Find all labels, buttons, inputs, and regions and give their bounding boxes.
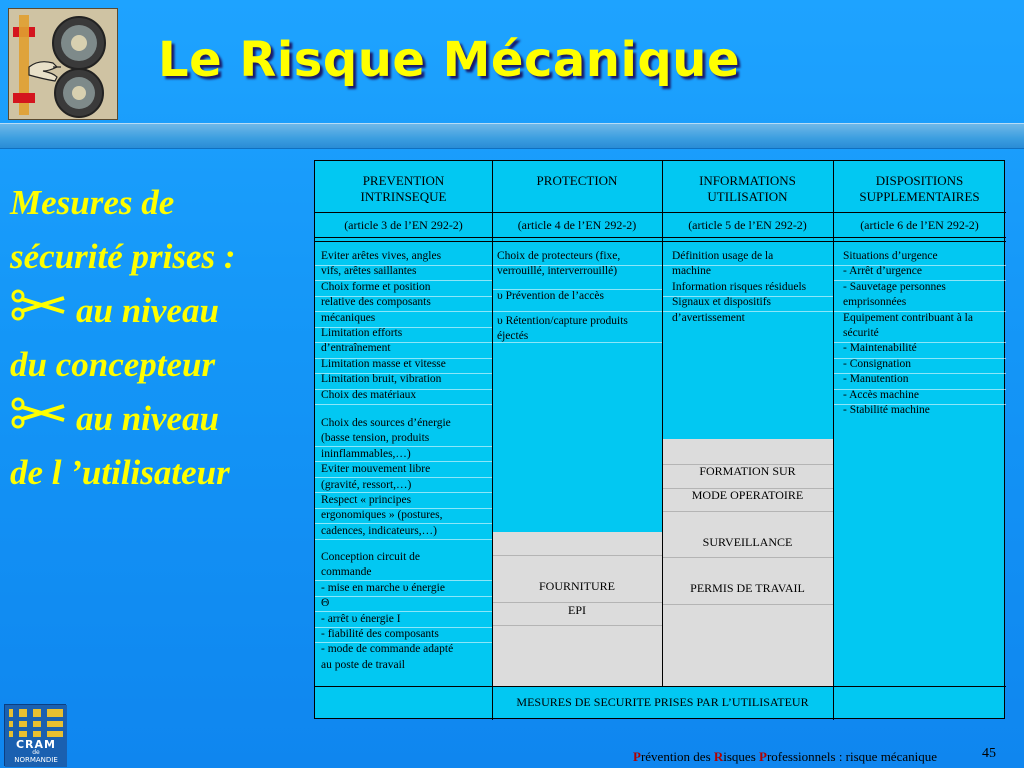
slide-title: Le Risque Mécanique — [158, 32, 741, 88]
left-line: de l ’utilisateur — [10, 453, 230, 492]
left-line-bullet — [10, 284, 310, 338]
prevention-list — [321, 249, 446, 403]
list-item: Θ — [321, 597, 330, 610]
col-article: (article 4 de l’EN 292-2) — [517, 218, 637, 232]
cram-brand-de: de — [32, 749, 40, 756]
prevention-list-3 — [321, 550, 453, 673]
prevention-list-2 — [321, 416, 451, 539]
list-item: (basse tension, produits — [321, 432, 430, 445]
list-item: machine — [672, 265, 711, 278]
list-item: - Consignation — [843, 357, 912, 370]
list-item: ininflammables,…) — [321, 447, 411, 460]
list-item: - mode de commande adapté — [321, 643, 454, 656]
list-item: Eviter arêtes vives, angles — [321, 250, 442, 262]
list-item: - mise en marche υ énergie — [321, 581, 445, 594]
left-line: Mesures de — [10, 183, 175, 222]
left-line: au niveau — [76, 399, 219, 438]
list-item: - Accès machine — [843, 388, 919, 401]
left-line-bullet — [10, 392, 310, 446]
list-item: υ Prévention de l’accès — [497, 290, 604, 302]
machine-illustration-icon — [9, 9, 118, 120]
protection-list-2 — [497, 289, 604, 304]
list-item: Limitation efforts — [321, 327, 403, 340]
list-item: Limitation masse et vitesse — [321, 357, 446, 370]
col-article: (article 5 de l’EN 292-2) — [688, 218, 807, 232]
list-item: υ Rétention/capture produits — [497, 315, 628, 327]
list-item: Choix de protecteurs (fixe, — [497, 250, 621, 262]
dispositions-list — [843, 249, 973, 418]
col-header-information: INFORMATIONS UTILISATION — [699, 173, 796, 204]
list-item: Conception circuit de — [321, 551, 420, 563]
list-item: verrouillé, interverrouillé) — [497, 265, 618, 278]
col-header-protection: PROTECTION — [536, 173, 618, 188]
list-item: vifs, arêtes saillantes — [321, 265, 417, 278]
col-header-dispositions: DISPOSITIONS SUPPLEMENTAIRES — [859, 173, 980, 204]
left-line: au niveau — [76, 291, 219, 330]
list-item: cadences, indicateurs,…) — [321, 524, 437, 537]
list-item: Eviter mouvement libre — [321, 463, 431, 476]
list-item: Choix des sources d’énergie — [321, 417, 451, 429]
col-article: (article 3 de l’EN 292-2) — [344, 218, 463, 232]
illustration-logo — [8, 8, 118, 120]
list-item: Equipement contribuant à la — [843, 311, 973, 324]
permis-label: PERMIS DE TRAVAIL — [690, 581, 805, 595]
list-item: ergonomiques » (postures, — [321, 509, 443, 522]
header-divider — [0, 123, 1024, 149]
list-item: - arrêt υ énergie I — [321, 612, 401, 625]
list-item: - fiabilité des composants — [321, 628, 439, 641]
list-item: Choix des matériaux — [321, 388, 417, 401]
list-item: éjectés — [497, 330, 529, 343]
list-item: emprisonnées — [843, 296, 907, 309]
list-item: Information risques résiduels — [672, 280, 807, 293]
protection-list-3 — [497, 314, 628, 345]
list-item: - Sauvetage personnes — [843, 280, 946, 293]
left-line: du concepteur — [10, 345, 216, 384]
list-item: - Manutention — [843, 373, 909, 386]
list-item: mécaniques — [321, 311, 376, 324]
list-item: Choix forme et position — [321, 280, 431, 293]
list-item: d’entraînement — [321, 342, 391, 355]
left-heading — [10, 176, 310, 500]
list-item: relative des composants — [321, 296, 431, 309]
list-item: sécurité — [843, 327, 879, 340]
list-item: - Maintenabilité — [843, 342, 917, 355]
cram-brand-region: NORMANDIE — [14, 756, 58, 764]
page-number: 45 — [982, 746, 996, 761]
list-item: Respect « principes — [321, 494, 412, 507]
list-item: commande — [321, 566, 372, 579]
scissors-icon — [10, 392, 76, 446]
list-item: Limitation bruit, vibration — [321, 373, 442, 386]
user-measures-label: MESURES DE SECURITE PRISES PAR L’UTILISATEUR — [516, 695, 809, 709]
list-item: Situations d’urgence — [843, 250, 938, 262]
formation-label: FORMATION SUR — [699, 464, 796, 478]
security-measures-table — [314, 160, 1005, 719]
list-item: - Stabilité machine — [843, 404, 930, 417]
col-article: (article 6 de l’EN 292-2) — [860, 218, 979, 232]
list-item: Définition usage de la — [672, 250, 774, 262]
list-item: - Arrêt d’urgence — [843, 265, 922, 278]
col-header-prevention: PREVENTION INTRINSEQUE — [360, 173, 447, 204]
left-line: sécurité prises : — [10, 237, 236, 276]
formation-label: MODE OPERATOIRE — [691, 488, 804, 502]
information-list — [672, 249, 806, 326]
list-item: au poste de travail — [321, 658, 405, 671]
surveillance-label: SURVEILLANCE — [702, 535, 793, 549]
protection-list — [497, 249, 620, 280]
footer-text: Prévention des Risques Professionnels : risque mécanique — [633, 749, 938, 764]
list-item: (gravité, ressort,…) — [321, 478, 412, 491]
list-item: d’avertissement — [672, 311, 745, 324]
list-item: Signaux et dispositifs — [672, 296, 772, 309]
epi-label: EPI — [568, 603, 586, 617]
cram-logo — [4, 704, 66, 766]
fourniture-label: FOURNITURE — [538, 579, 615, 593]
scissors-icon — [10, 284, 76, 338]
cram-brand: CRAM — [15, 738, 56, 751]
